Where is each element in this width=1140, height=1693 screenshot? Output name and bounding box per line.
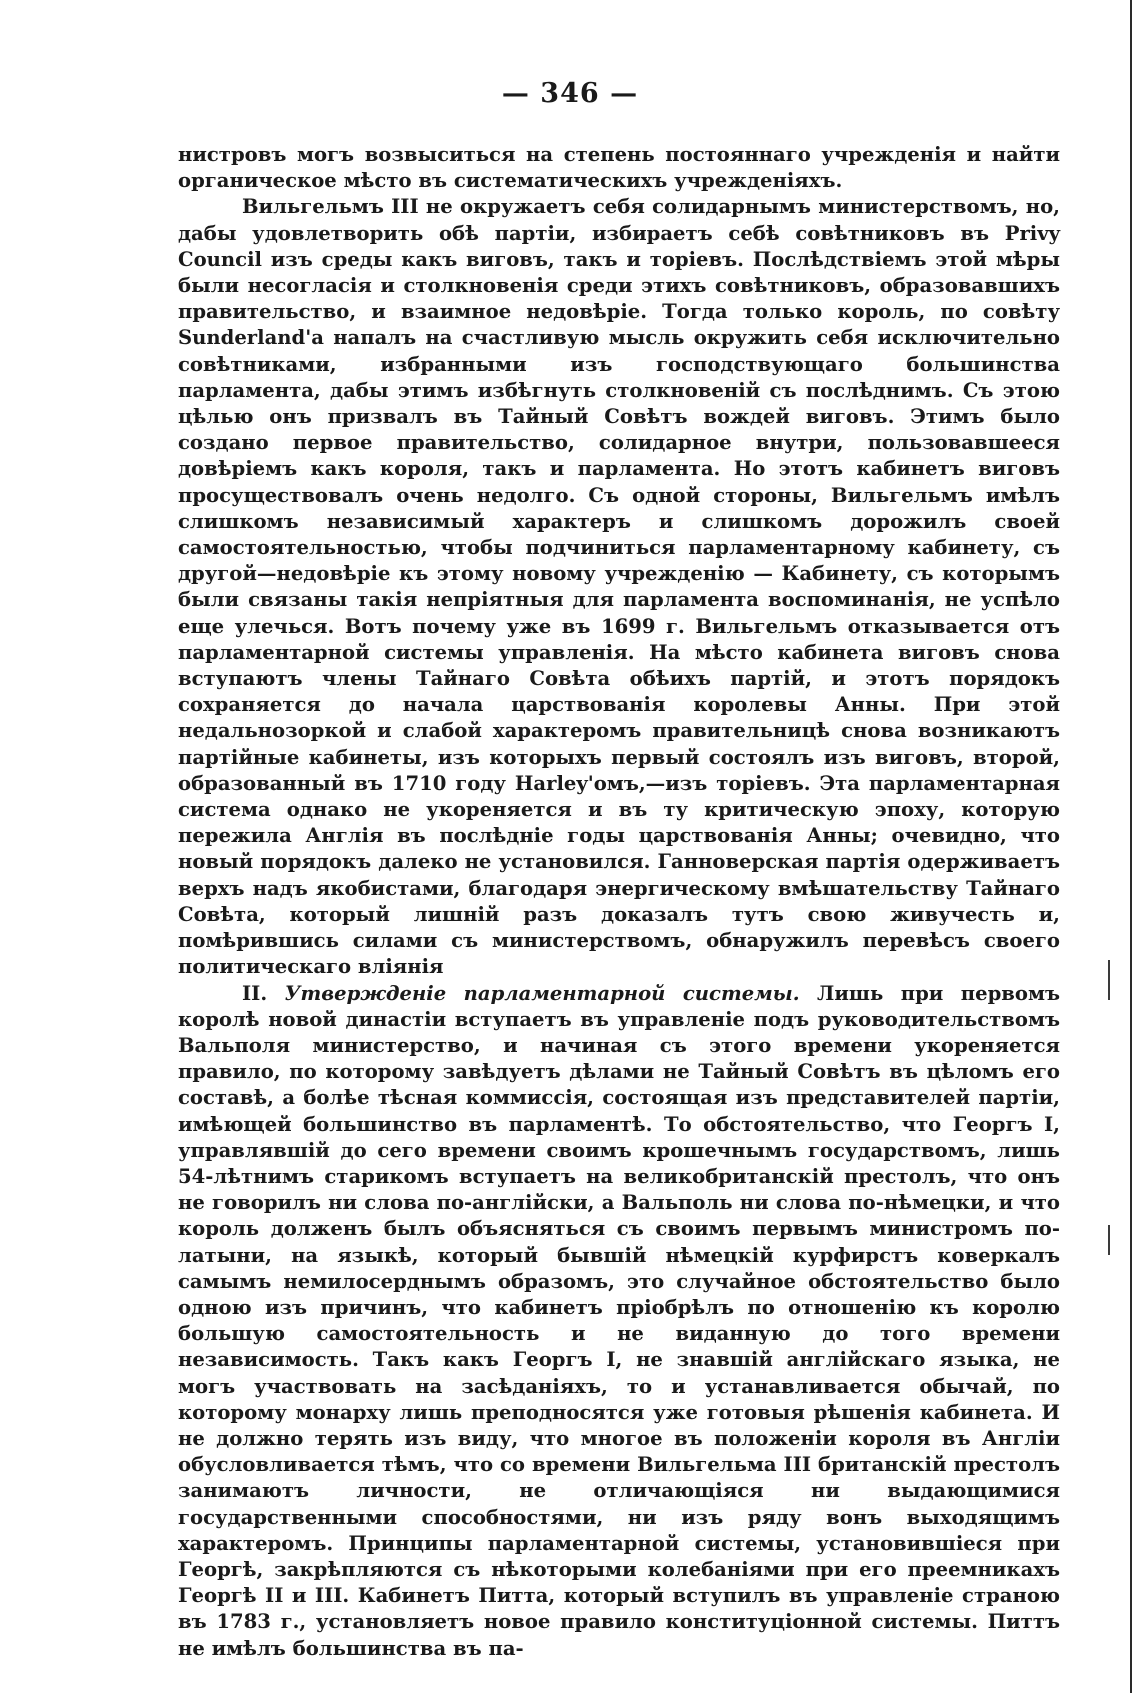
scan-mark xyxy=(1108,960,1110,1000)
body-text xyxy=(178,142,1060,1662)
page-edge-line xyxy=(1130,0,1132,1693)
scan-mark xyxy=(1108,1225,1110,1255)
section-body: Лишь при первомъ королѣ новой династіи вступаетъ въ управленіе подъ руководительствомъ Вальполя министерство, и начиная съ этого времени укореняется правило, по которому завѣдуетъ дѣлами не Тайный Совѣтъ въ цѣломъ его составѣ, а болѣе тѣсная коммиссія, состоящая изъ представителей партіи, имѣющей большинство въ парламентѣ. То обстоятельство, что Георгъ I, управлявшій до сего времени своимъ крошечнымъ государствомъ, лишь 54-лѣтнимъ старикомъ вступаетъ на великобританскій престолъ, что онъ не говорилъ ни слова по-англійски, а Вальполь ни слова по-нѣмецки, и что король долженъ былъ объясняться съ своимъ первымъ министромъ по-латыни, на языкѣ, который бывшій нѣмецкій курфирстъ коверкалъ самымъ немилосерднымъ образомъ, это случайное обстоятельство было одною изъ причинъ, что кабинетъ пріобрѣлъ по отношенію къ королю большую самостоятельность и не виданную до того времени независимость. Такъ какъ Георгъ I, не знавшій англійскаго языка, не могъ участвовать на засѣданіяхъ, то и устанавливается обычай, по которому монарху лишь преподносятся уже готовыя рѣшенія кабинета. И не должно терять изъ виду, что многое въ положеніи короля въ Англіи обусловливается тѣмъ, что со времени Вильгельма III британскій престолъ занимаютъ личности, не отличающіяся ни выдающимися государственными способностями, ни изъ ряду вонъ выходящимъ характеромъ. Принципы парламентарной системы, установившіеся при Георгѣ, закрѣпляются съ нѣкоторыми колебаніями при его преемникахъ Георгѣ II и III. Кабинетъ Питта, который вступилъ въ управленіе страною въ 1783 г., установляетъ новое правило конституціонной системы. Питтъ не имѣлъ большинства въ па- xyxy=(178,981,1061,1660)
paragraph-continued: нистровъ могъ возвыситься на степень постояннаго учрежденія и найти органическое мѣсто въ систематическихъ учрежденіяхъ. xyxy=(178,143,1060,193)
paragraph-section-ii xyxy=(178,981,1060,1662)
page-number: — 346 — xyxy=(501,78,639,109)
section-heading: Утвержденіе парламентарной системы. xyxy=(284,981,800,1005)
section-number: II. xyxy=(242,981,285,1005)
paragraph-william-iii: Вильгельмъ III не окружаетъ себя солидарнымъ министерствомъ, но, дабы удовлетворить обѣ партіи, избираетъ себѣ совѣтниковъ въ Privy Council изъ среды какъ виговъ, такъ и торіевъ. Послѣдствіемъ этой мѣры были несогласія и столкновенія среди этихъ совѣтниковъ, образовавшихъ правительство, и взаимное недовѣріе. Тогда только король, по совѣту Sunderland'а напалъ на счастливую мысль окружить себя исключительно совѣтниками, избранными изъ господствующаго большинства парламента, дабы этимъ избѣгнуть столкновеній съ послѣднимъ. Съ этою цѣлью онъ призвалъ въ Тайный Совѣтъ вождей виговъ. Этимъ было создано первое правительство, солидарное внутри, пользовавшееся довѣріемъ какъ короля, такъ и парламента. Но этотъ кабинетъ виговъ просуществовалъ очень недолго. Съ одной стороны, Вильгельмъ имѣлъ слишкомъ независимый характеръ и слишкомъ дорожилъ своей самостоятельностью, чтобы подчиниться парламентарному кабинету, съ другой—недовѣріе къ этому новому учрежденію — Кабинету, съ которымъ были связаны такія непріятныя для парламента воспоминанія, не успѣло еще улечься. Вотъ почему уже въ 1699 г. Вильгельмъ отказывается отъ парламентарной системы управленія. На мѣсто кабинета виговъ снова вступаютъ члены Тайнаго Совѣта обѣихъ партій, и этотъ порядокъ сохраняется до начала царствованія королевы Анны. При этой недальнозоркой и слабой характеромъ правительницѣ снова возникаютъ партійные кабинеты, изъ которыхъ первый состоялъ изъ виговъ, второй, образованный въ 1710 году Harley'омъ,—изъ торіевъ. Эта парламентарная система однако не укореняется и въ ту критическую эпоху, которую пережила Англія въ послѣдніе годы царствованія Анны; очевидно, что новый порядокъ далеко не установился. Ганноверская партія одерживаетъ верхъ надъ якобистами, благодаря энергическому вмѣшательству Тайнаго Совѣта, который лишній разъ доказалъ тутъ свою живучесть и, помѣрившись силами съ министерствомъ, обнаружилъ перевѣсъ своего политическаго вліянія xyxy=(178,195,1060,979)
